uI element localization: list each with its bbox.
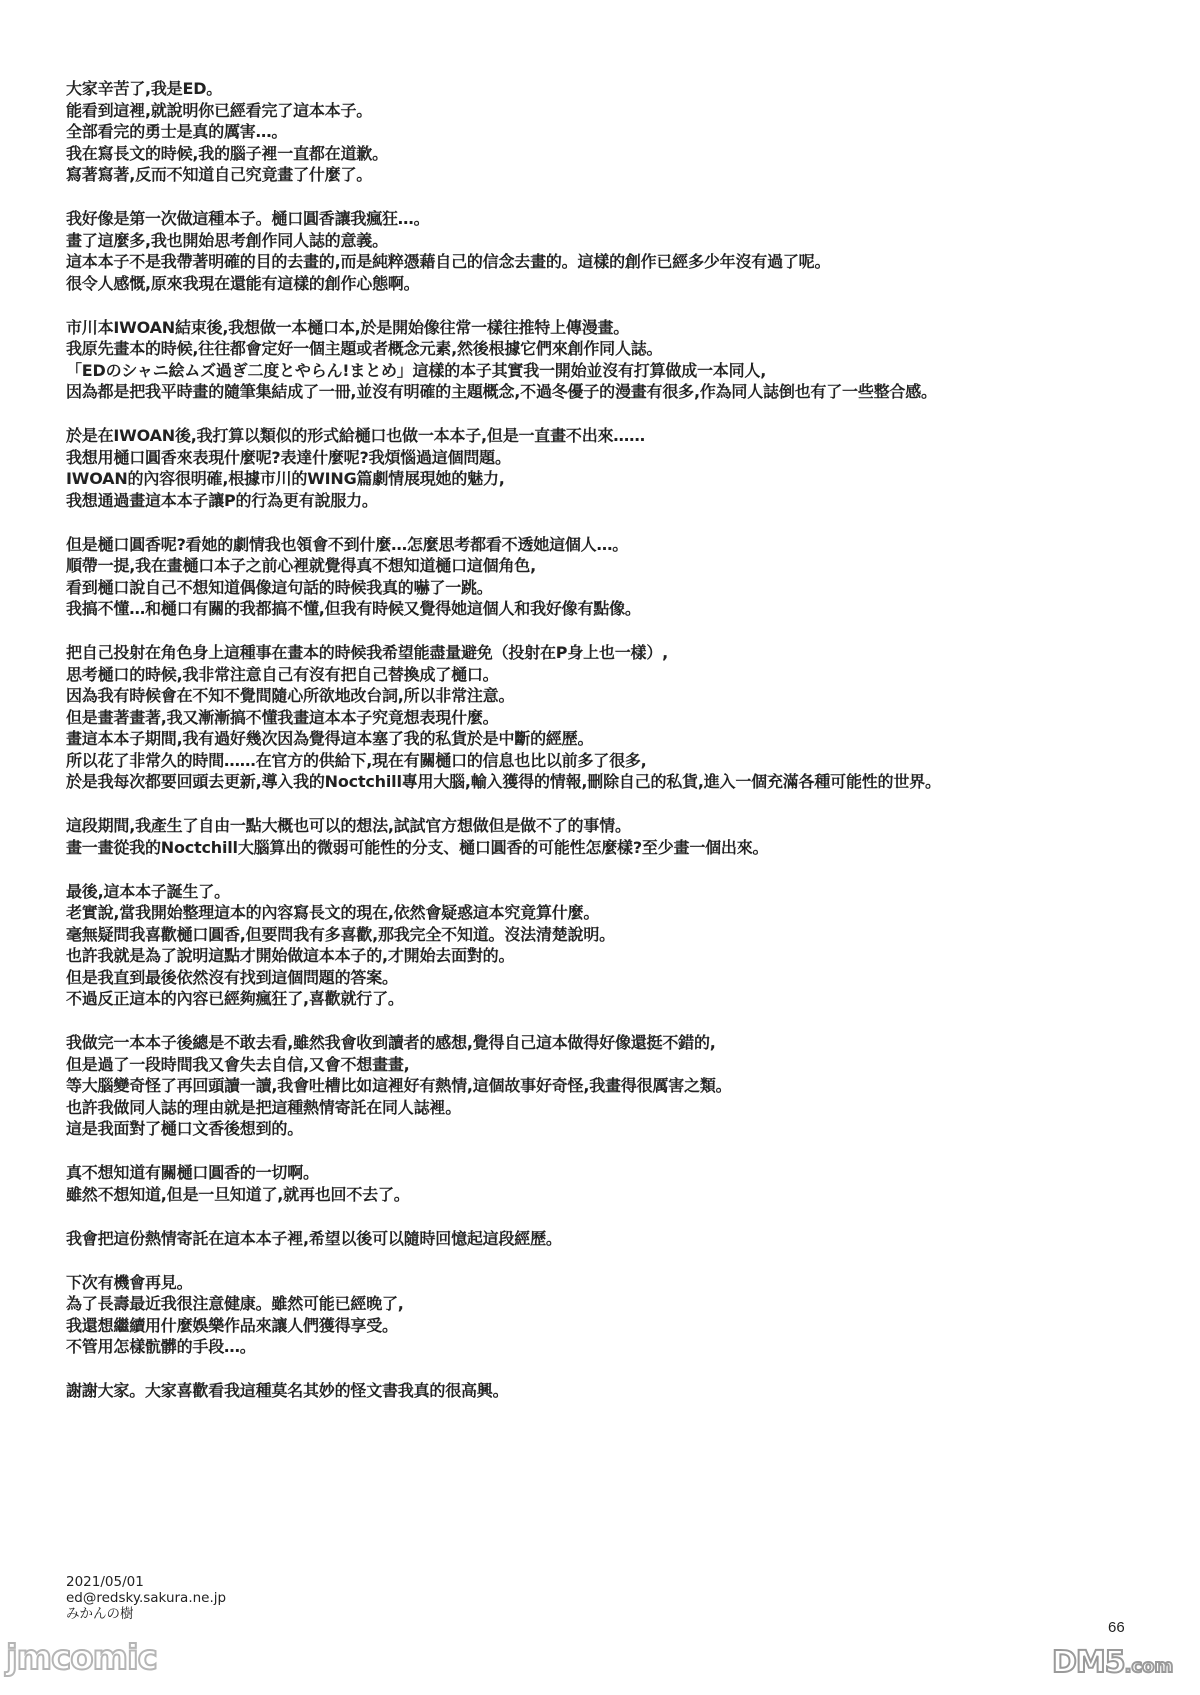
text-line: 全部看完的勇士是真的厲害…。 [66, 122, 288, 141]
text-line: 於是我每次都要回頭去更新,導入我的Noctchill專用大腦,輸入獲得的情報,刪除自己的私貨,進入一個充滿各種可能性的世界。 [66, 772, 941, 791]
text-line: 寫著寫著,反而不知道自己究竟畫了什麼了。 [66, 165, 373, 184]
text-line: 市川本IWOAN結束後,我想做一本樋口本,於是開始像往常一樣往推特上傳漫畫。 [66, 317, 630, 337]
text-line: 這是我面對了樋口文香後想到的。 [66, 1119, 304, 1138]
text-line: 我在寫長文的時候,我的腦子裡一直都在道歉。 [66, 143, 388, 163]
text-line: 雖然不想知道,但是一旦知道了,就再也回不去了。 [66, 1184, 410, 1204]
text-line: 所以花了非常久的時間……在官方的供給下,現在有關樋口的信息也比以前多了很多, [66, 750, 647, 770]
text-line: 因為我有時候會在不知不覺間隨心所欲地改台詞,所以非常注意。 [66, 686, 515, 705]
colophon [66, 1574, 226, 1622]
text-line: 不管用怎樣骯髒的手段…。 [66, 1337, 256, 1356]
paragraph [66, 1380, 1166, 1402]
text-line: 看到樋口說自己不想知道偶像這句話的時候我真的嚇了一跳。 [66, 577, 493, 597]
text-line: 但是過了一段時間我又會失去自信,又會不想畫畫, [66, 1054, 410, 1074]
text-line: 我好像是第一次做這種本子。樋口圓香讓我瘋狂…。 [66, 209, 430, 228]
text-line: 我原先畫本的時候,往往都會定好一個主題或者概念元素,然後根據它們來創作同人誌。 [66, 339, 663, 358]
circle-name: みかんの樹 [66, 1606, 134, 1622]
text-line: 這段期間,我產生了自由一點大概也可以的想法,試試官方想做但是做不了的事情。 [66, 816, 631, 835]
text-line: 但是我直到最後依然沒有找到這個問題的答案。 [66, 967, 398, 987]
text-line: 把自己投射在角色身上這種事在畫本的時候我希望能盡量避免（投射在P身上也一樣）, [66, 643, 669, 662]
paragraph [66, 317, 1166, 403]
paragraph [66, 78, 1166, 186]
text-line: 畫這本本子期間,我有過好幾次因為覺得這本塞了我的私貨於是中斷的經歷。 [66, 729, 594, 748]
paragraph [66, 642, 1166, 793]
text-line: 我想通過畫這本本子讓P的行為更有說服力。 [66, 490, 378, 510]
text-line: 為了長壽最近我很注意健康。雖然可能已經晚了, [66, 1294, 404, 1313]
text-line: 我想用樋口圓香來表現什麼呢?表達什麼呢?我煩惱過這個問題。 [66, 447, 511, 467]
text-line: 「EDのシャニ絵ムズ過ぎ二度とやらん!まとめ」這樣的本子其實我一開始並沒有打算做成一本同人, [66, 360, 767, 380]
text-line: 順帶一提,我在畫樋口本子之前心裡就覺得真不想知道樋口這個角色, [66, 556, 536, 575]
paragraph [66, 534, 1166, 620]
text-line: 能看到這裡,就說明你已經看完了這本本子。 [66, 100, 373, 120]
paragraph [66, 881, 1166, 1010]
author-email: ed@redsky.sakura.ne.jp [66, 1590, 227, 1606]
text-line: 但是畫著畫著,我又漸漸搞不懂我畫這本本子究竟想表現什麼。 [66, 707, 499, 727]
dm5-logo-suffix: .com [1124, 1656, 1174, 1677]
dm5-logo-text: DM5 [1052, 1645, 1125, 1680]
paragraph [66, 815, 1166, 858]
text-line: 很令人感慨,原來我現在還能有這樣的創作心態啊。 [66, 273, 420, 293]
text-line: 也許我做同人誌的理由就是把這種熱情寄託在同人誌裡。 [66, 1097, 462, 1117]
text-line: 我搞不懂…和樋口有關的我都搞不懂,但我有時候又覺得她這個人和我好像有點像。 [66, 599, 641, 618]
paragraph [66, 1032, 1166, 1140]
paragraph [66, 1162, 1166, 1205]
page-number: 66 [1108, 1619, 1125, 1636]
paragraph [66, 208, 1166, 294]
text-line: 毫無疑問我喜歡樋口圓香,但要問我有多喜歡,那我完全不知道。沒法清楚說明。 [66, 924, 615, 944]
paragraph [66, 1228, 1166, 1250]
text-line: IWOAN的內容很明確,根據市川的WING篇劇情展現她的魅力, [66, 469, 505, 488]
text-line: 不過反正這本的內容已經夠瘋狂了,喜歡就行了。 [66, 989, 404, 1008]
text-line: 謝謝大家。大家喜歡看我這種莫名其妙的怪文書我真的很高興。 [66, 1381, 509, 1400]
text-line: 我會把這份熱情寄託在這本本子裡,希望以後可以隨時回憶起這段經歷。 [66, 1228, 562, 1248]
text-line: 最後,這本本子誕生了。 [66, 881, 230, 901]
text-line: 這本本子不是我帶著明確的目的去畫的,而是純粹憑藉自己的信念去畫的。這樣的創作已經多少年沒有過了呢。 [66, 252, 831, 271]
text-line: 真不想知道有關樋口圓香的一切啊。 [66, 1163, 319, 1182]
paragraph [66, 425, 1166, 511]
text-line: 也許我就是為了說明這點才開始做這本本子的,才開始去面對的。 [66, 946, 515, 965]
text-line: 我做完一本本子後總是不敢去看,雖然我會收到讀者的感想,覺得自己這本做得好像還挺不錯的, [66, 1033, 716, 1052]
text-line: 於是在IWOAN後,我打算以類似的形式給樋口也做一本本子,但是一直畫不出來…… [66, 426, 645, 445]
text-line: 下次有機會再見。 [66, 1272, 193, 1292]
afterword-text [66, 78, 1166, 1424]
text-line: 大家辛苦了,我是ED。 [66, 79, 223, 98]
publish-date: 2021/05/01 [66, 1574, 144, 1590]
text-line: 思考樋口的時候,我非常注意自己有沒有把自己替換成了樋口。 [66, 664, 499, 684]
dm5-watermark-logo [1052, 1645, 1173, 1680]
text-line: 等大腦變奇怪了再回頭讀一讀,我會吐槽比如這裡好有熱情,這個故事好奇怪,我畫得很厲害之類。 [66, 1076, 732, 1095]
text-line: 我還想繼續用什麼娛樂作品來讓人們獲得享受。 [66, 1315, 398, 1335]
jmcomic-watermark-logo: jmcomic [6, 1638, 157, 1678]
text-line: 畫了這麼多,我也開始思考創作同人誌的意義。 [66, 230, 388, 250]
text-line: 畫一畫從我的Noctchill大腦算出的微弱可能性的分支、樋口圓香的可能性怎麼樣?至少畫一個出來。 [66, 837, 769, 857]
text-line: 老實說,當我開始整理這本的內容寫長文的現在,依然會疑惑這本究竟算什麼。 [66, 903, 600, 922]
text-line: 但是樋口圓香呢?看她的劇情我也領會不到什麼…怎麼思考都看不透她這個人…。 [66, 534, 629, 554]
paragraph [66, 1272, 1166, 1358]
text-line: 因為都是把我平時畫的隨筆集結成了一冊,並沒有明確的主題概念,不過冬優子的漫畫有很多,作為同人誌倒也有了一些整合感。 [66, 382, 937, 401]
